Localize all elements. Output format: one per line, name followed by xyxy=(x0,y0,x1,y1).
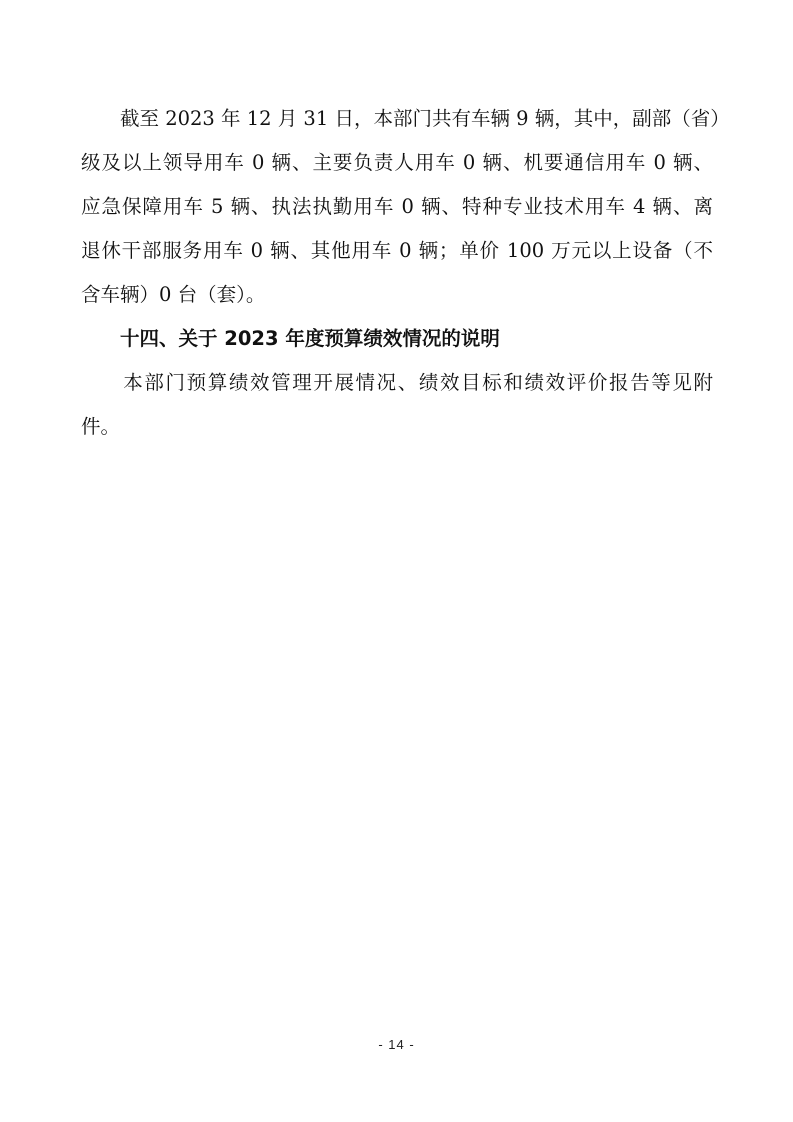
section-heading: 十四、关于 2023 年度预算绩效情况的说明 xyxy=(81,327,500,350)
performance-paragraph-line-1: 本部门预算绩效管理开展情况、绩效目标和绩效评价报告等见附 xyxy=(81,371,713,394)
page-number: - 14 - xyxy=(378,1037,415,1052)
vehicles-paragraph-line-2: 级及以上领导用车 0 辆、主要负责人用车 0 辆、机要通信用车 0 辆、 xyxy=(81,151,713,174)
vehicles-paragraph-line-5: 含车辆）0 台（套）。 xyxy=(81,283,266,306)
vehicles-paragraph-line-3: 应急保障用车 5 辆、执法执勤用车 0 辆、特种专业技术用车 4 辆、离 xyxy=(81,195,713,218)
performance-paragraph-line-2: 件。 xyxy=(81,415,121,438)
vehicles-paragraph-line-4: 退休干部服务用车 0 辆、其他用车 0 辆；单价 100 万元以上设备（不 xyxy=(81,239,713,262)
vehicles-paragraph-line-1: 截至 2023 年 12 月 31 日，本部门共有车辆 9 辆，其中，副部（省） xyxy=(81,107,730,130)
